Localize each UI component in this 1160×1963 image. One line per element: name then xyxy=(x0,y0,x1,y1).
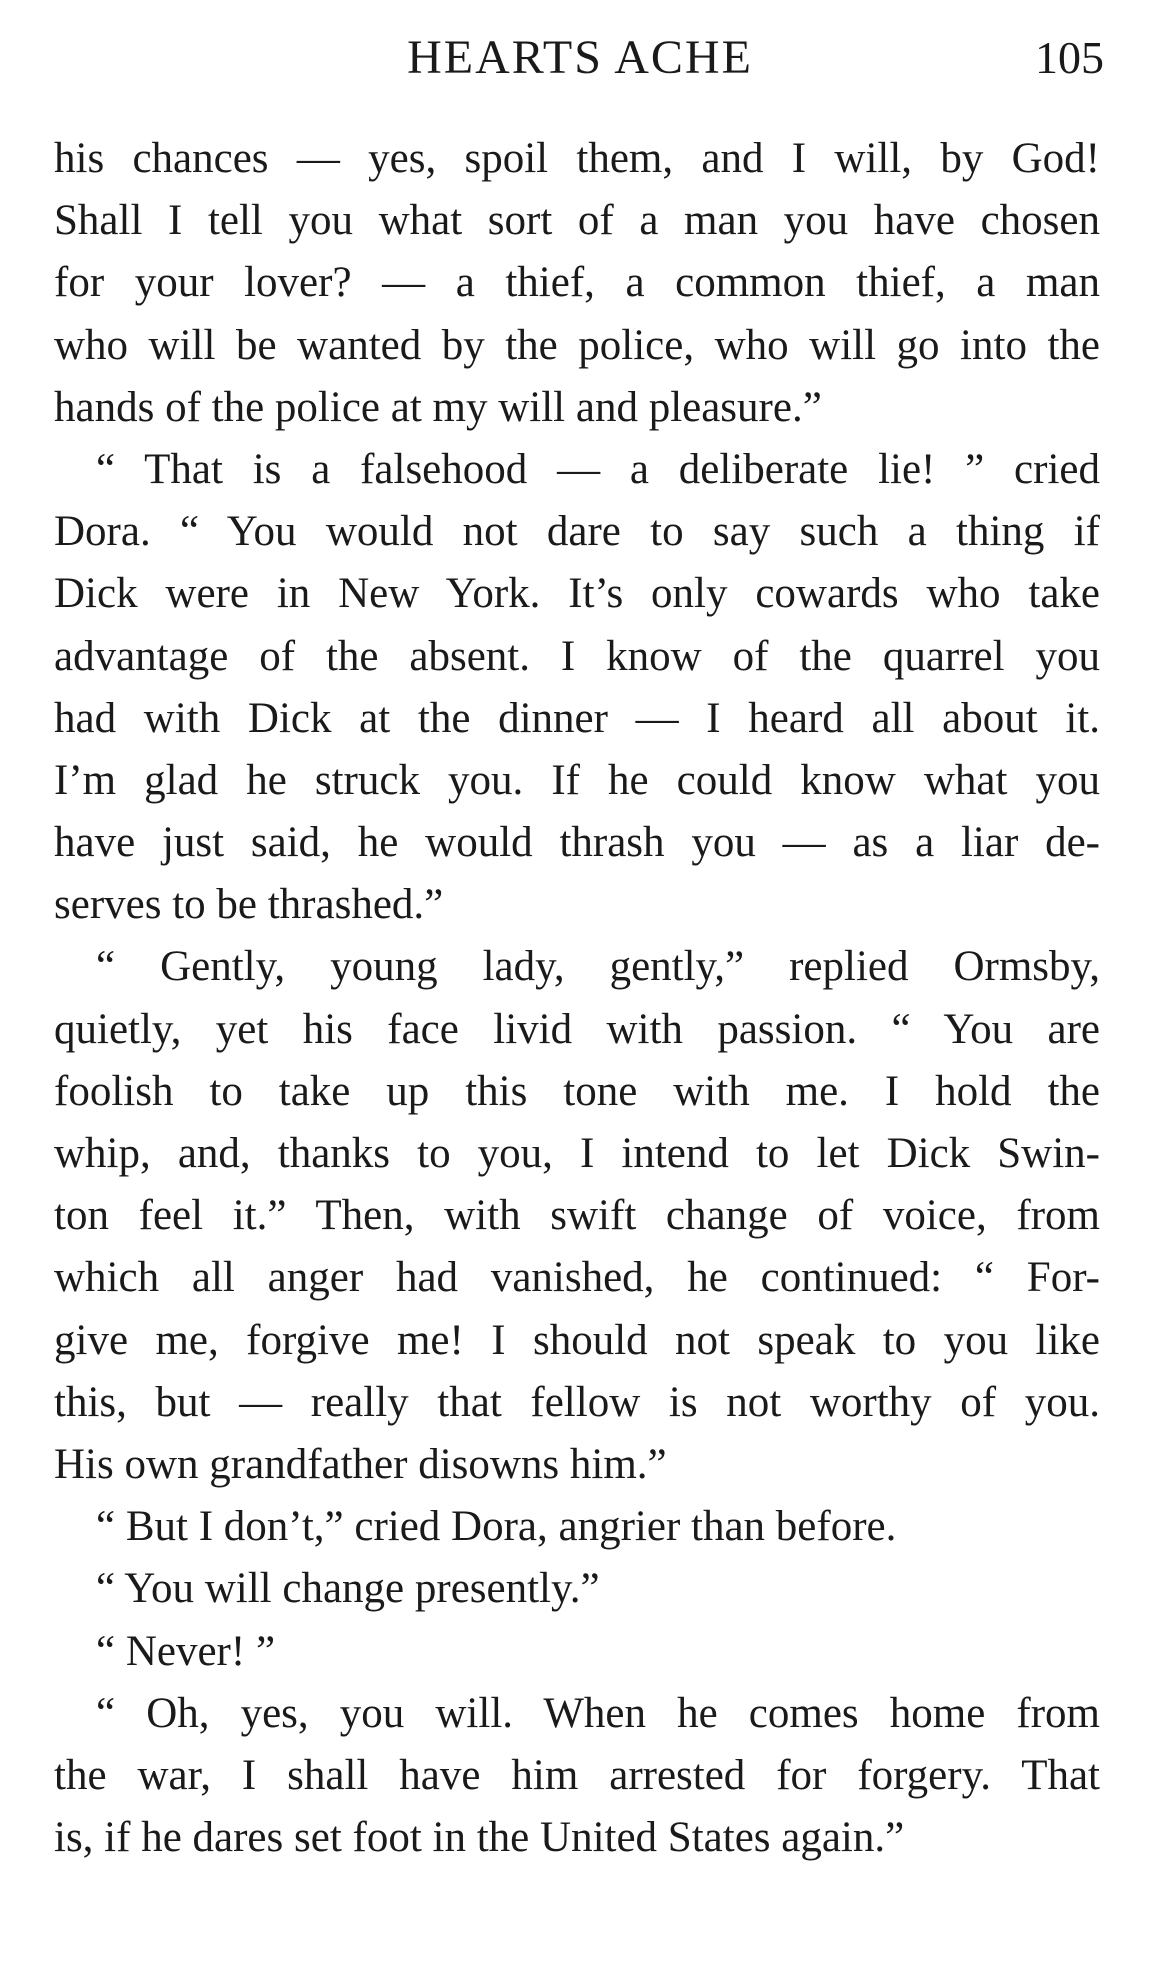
text-line: the war, I shall have him arrested for forgery. That xyxy=(54,1751,1100,1799)
text-line: foolish to take up this tone with me. I hold the xyxy=(54,1067,1100,1115)
text-line: this, but — really that fellow is not worthy of you. xyxy=(54,1378,1100,1426)
text-line: hands of the police at my will and pleasure.” xyxy=(54,383,822,431)
text-line: who will be wanted by the police, who will go into the xyxy=(54,321,1100,369)
running-head xyxy=(0,28,1160,88)
text-line: “ Oh, yes, you will. When he comes home from xyxy=(96,1689,1100,1737)
text-line: His own grandfather disowns him.” xyxy=(54,1440,667,1488)
text-line: give me, forgive me! I should not speak to you like xyxy=(54,1316,1100,1364)
text-line: advantage of the absent. I know of the quarrel you xyxy=(54,632,1100,680)
text-line: whip, and, thanks to you, I intend to let Dick Swin- xyxy=(54,1130,1100,1177)
text-line: I’m glad he struck you. If he could know what you xyxy=(54,756,1100,804)
text-line: is, if he dares set foot in the United States again.” xyxy=(54,1814,905,1862)
text-line: had with Dick at the dinner — I heard all about it. xyxy=(54,694,1100,742)
text-line: Dick were in New York. It’s only cowards who take xyxy=(54,570,1100,618)
text-line: “ You will change presently.” xyxy=(96,1565,600,1613)
text-line: quietly, yet his face livid with passion. “ You are xyxy=(54,1005,1100,1053)
text-line: serves to be thrashed.” xyxy=(54,881,444,929)
text-line: have just said, he would thrash you — as a liar de- xyxy=(54,819,1100,867)
text-line: ton feel it.” Then, with swift change of voice, from xyxy=(54,1192,1100,1240)
text-line: Dora. “ You would not dare to say such a thing if xyxy=(54,508,1100,556)
body-text xyxy=(54,128,1100,1869)
page-number: 105 xyxy=(1035,32,1104,83)
text-line: Shall I tell you what sort of a man you have chosen xyxy=(54,197,1100,245)
text-line: “ Never! ” xyxy=(96,1627,276,1675)
text-line: his chances — yes, spoil them, and I will, by God! xyxy=(54,135,1100,182)
text-line: for your lover? — a thief, a common thief, a man xyxy=(54,259,1100,307)
text-line: “ Gently, young lady, gently,” replied Ormsby, xyxy=(96,943,1100,991)
text-line: which all anger had vanished, he continued: “ For- xyxy=(54,1254,1100,1302)
text-line: “ But I don’t,” cried Dora, angrier than before. xyxy=(96,1503,897,1551)
text-line: “ That is a falsehood — a deliberate lie! ” cried xyxy=(96,445,1100,493)
running-title: HEARTS ACHE xyxy=(407,31,753,84)
